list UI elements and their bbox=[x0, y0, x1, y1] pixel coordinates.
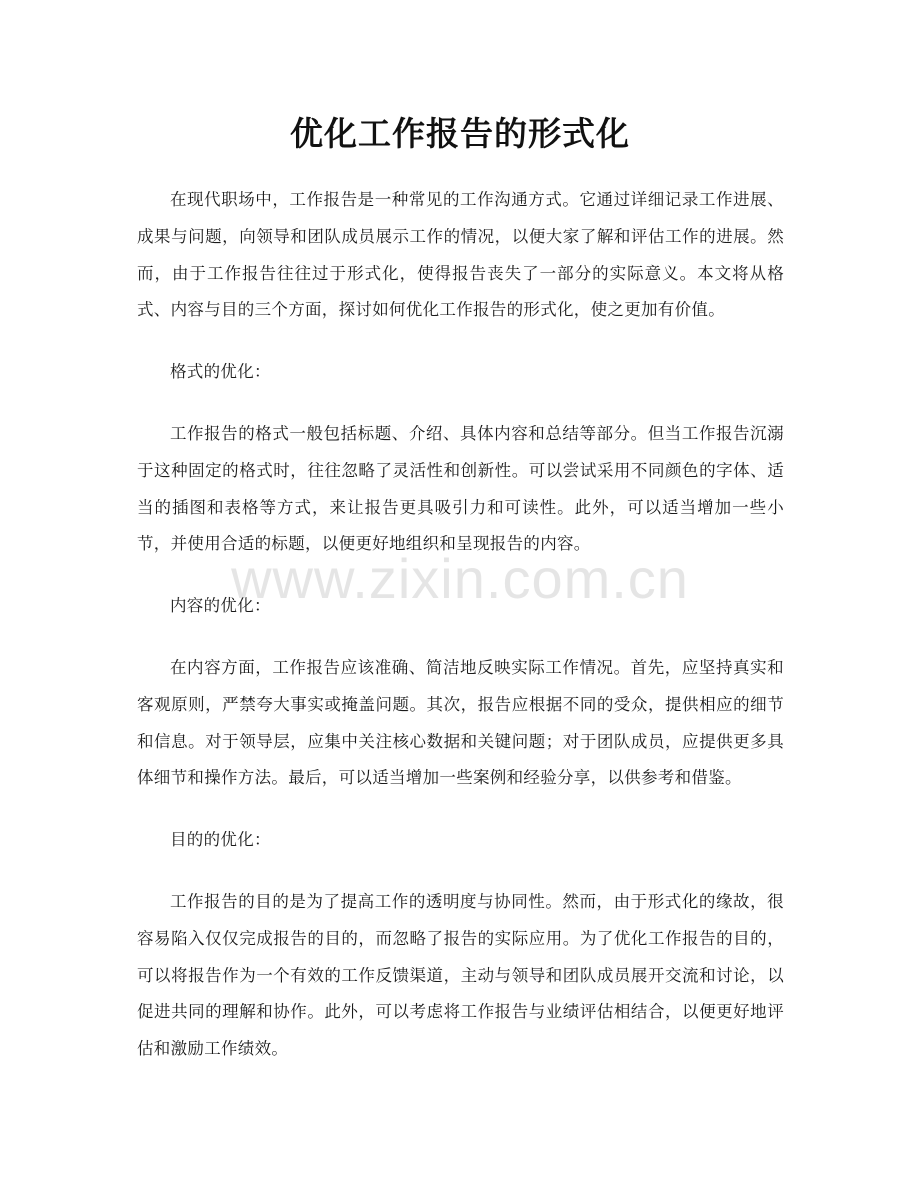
section-heading-format: 格式的优化： bbox=[170, 362, 271, 382]
document-body bbox=[137, 182, 784, 1068]
section-body-format: 工作报告的格式一般包括标题、介绍、具体内容和总结等部分。但当工作报告沉溺于这种固定的格式时，往往忽略了灵活性和创新性。可以尝试采用不同颜色的字体、适当的插图和表格等方式，来让报告更具吸引力和可读性。此外，可以适当增加一些小节，并使用合适的标题，以便更好地组织和呈现报告的内容。 bbox=[137, 423, 784, 554]
intro-paragraph: 在现代职场中，工作报告是一种常见的工作沟通方式。它通过详细记录工作进展、成果与问题，向领导和团队成员展示工作的情况，以便大家了解和评估工作的进展。然而，由于工作报告往往过于形式化，使得报告丧失了一部分的实际意义。本文将从格式、内容与目的三个方面，探讨如何优化工作报告的形式化，使之更加有价值。 bbox=[137, 190, 784, 320]
watermark: www.zixin.com.cn bbox=[231, 547, 689, 610]
section-heading-content: 内容的优化： bbox=[170, 596, 271, 616]
section-body-purpose: 工作报告的目的是为了提高工作的透明度与协同性。然而，由于形式化的缘故，很容易陷入仅仅完成报告的目的，而忽略了报告的实际应用。为了优化工作报告的目的，可以将报告作为一个有效的工作反馈渠道，主动与领导和团队成员展开交流和讨论，以促进共同的理解和协作。此外，可以考虑将工作报告与业绩评估相结合，以便更好地评估和激励工作绩效。 bbox=[137, 891, 784, 1059]
document-title: 优化工作报告的形式化 bbox=[290, 114, 630, 153]
section-body-content: 在内容方面，工作报告应该准确、简洁地反映实际工作情况。首先，应坚持真实和客观原则，严禁夸大事实或掩盖问题。其次，报告应根据不同的受众，提供相应的细节和信息。对于领导层，应集中关注核心数据和关键问题；对于团队成员，应提供更多具体细节和操作方法。最后，可以适当增加一些案例和经验分享，以供参考和借鉴。 bbox=[137, 657, 784, 788]
section-heading-purpose: 目的的优化： bbox=[170, 830, 271, 850]
